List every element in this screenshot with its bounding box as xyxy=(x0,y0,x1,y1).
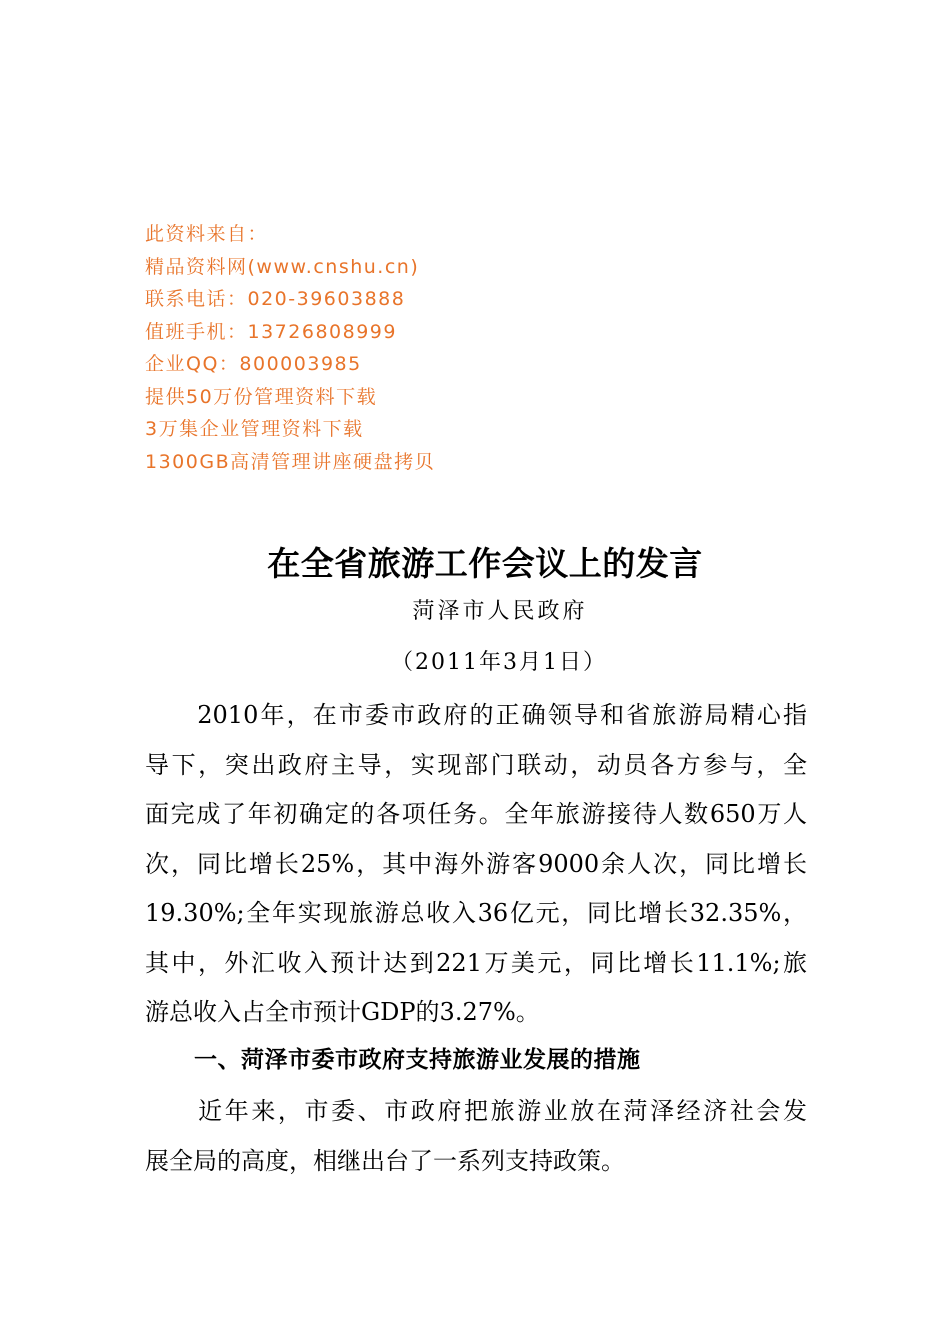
paragraph-line: 次，同比增长25%，其中海外游客9000余人次，同比增长 xyxy=(145,849,807,878)
paragraph-line: 近年来，市委、市政府把旅游业放在菏泽经济社会发 xyxy=(145,1097,807,1125)
source-line: 提供50万份管理资料下载 xyxy=(145,385,378,408)
source-line: 3万集企业管理资料下载 xyxy=(145,418,364,440)
paragraph-1 xyxy=(145,691,807,1038)
paragraph-line: 面完成了年初确定的各项任务。全年旅游接待人数650万人 xyxy=(145,800,807,828)
document-title: 在全省旅游工作会议上的发言 xyxy=(267,544,703,583)
source-line: 1300GB高清管理讲座硬盘拷贝 xyxy=(145,450,436,473)
source-line: 企业QQ：800003985 xyxy=(145,353,362,375)
document-author: 菏泽市人民政府 xyxy=(412,599,588,624)
paragraph-line: 其中，外汇收入预计达到221万美元，同比增长11.1%;旅 xyxy=(145,948,807,977)
source-info-block xyxy=(145,218,665,478)
paragraph-line: 19.30%;全年实现旅游总收入36亿元，同比增长32.35%， xyxy=(145,899,807,927)
paragraph-line: 2010年，在市委市政府的正确领导和省旅游局精心指 xyxy=(145,701,807,729)
source-line: 值班手机：13726808999 xyxy=(145,320,397,343)
paragraph-line: 导下，突出政府主导，实现部门联动，动员各方参与，全 xyxy=(145,750,807,779)
paragraph-line: 展全局的高度，相继出台了一系列支持政策。 xyxy=(145,1146,625,1175)
paragraph-line: 游总收入占全市预计GDP的3.27%。 xyxy=(145,998,540,1026)
document-date: （2011年3月1日） xyxy=(391,650,607,675)
source-line: 联系电话：020-39603888 xyxy=(145,288,406,310)
source-line: 精品资料网(www.cnshu.cn) xyxy=(145,255,420,278)
section-heading-1: 一、菏泽市委市政府支持旅游业发展的措施 xyxy=(194,1047,641,1073)
paragraph-2 xyxy=(145,1087,807,1186)
source-line: 此资料来自： xyxy=(145,223,269,245)
